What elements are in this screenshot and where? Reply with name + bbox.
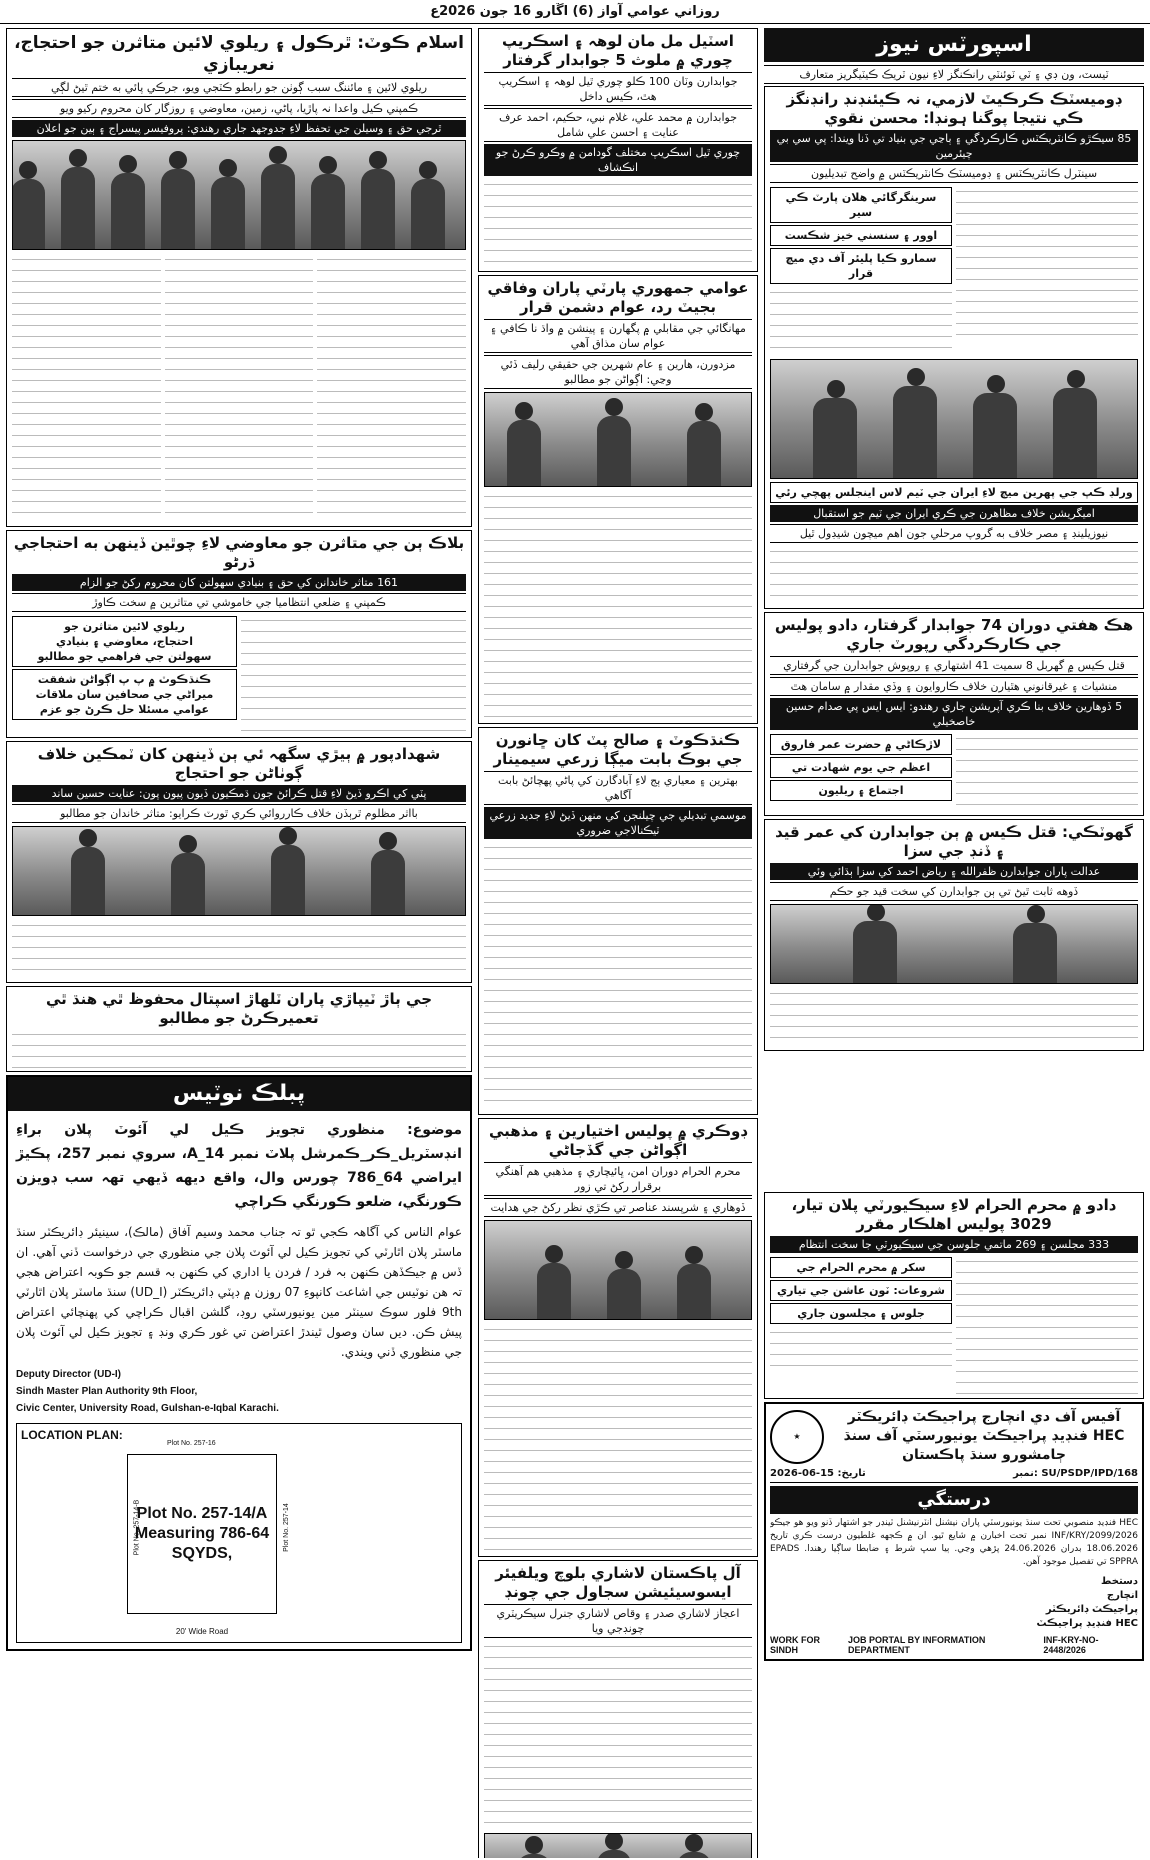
balak-subhead: 161 متاثر خاندانن کي حق ۽ بنيادي سهولتن کان محروم رکڻ جو الزام (12, 574, 466, 591)
sports-headline: ڊوميسٽڪ ڪرڪيٽ لازمي، نہ ڪيئنڊنڊ رانڊنگز ڪي نتيجا پوگنا ہونڊا: محسن نقوي (786, 90, 1122, 127)
correction-banner: درستگي (770, 1486, 1138, 1514)
steel-subhead: جوابدارن وٽان 100 ڪلو چوري ٿيل لوهہ ۽ اسڪريپ هٿ، ڪيس داخل (484, 72, 752, 106)
right-column (6, 28, 472, 1858)
location-plan (16, 1423, 462, 1643)
job-portal: JOB PORTAL BY INFORMATION DEPARTMENT (847, 1635, 986, 1655)
awami-story (478, 275, 758, 724)
ghotki-headline: گهوٽڪي: قتل ڪيس ۾ ٻن جوابدارن کي عمر قيد ۽ ڏنڊ جي سزا (775, 823, 1133, 860)
protest-photo (12, 140, 466, 250)
ad-footer (770, 1635, 1138, 1655)
dadu-story (764, 1192, 1144, 1399)
lashari-subhead: اعجاز لاشاري صدر ۽ وقاص لاشاري جنرل سيڪريٽري چونڊجي ويا (484, 1604, 752, 1638)
plot-main: Plot No. 257-14/A Measuring 786-64 SQYDS, (127, 1454, 277, 1614)
location-plan-label: LOCATION PLAN: (21, 1428, 123, 1442)
kondkot-ppp-box: ڪنڌڪوٽ ۾ پ پ اڳواڻن شفقت ميراڻي جي صحافين سان ملاقات عوامي مسئلا حل ڪرڻ جو عزم (12, 669, 237, 720)
police-subhead: قتل ڪيس ۾ گهربل 8 سميت 41 اشتهاري ۽ روپوش جوابدارن جي گرفتاري (770, 656, 1138, 675)
awami-photo (484, 392, 752, 487)
ad-reference: SU/PSDP/IPD/168 :نمبر (1013, 1468, 1138, 1479)
islamkot-headline: اسلام ڪوٽ: ٿرڪول ۽ ريلوي لائين متاثرن جو احتجاج، نعريبازي (14, 33, 464, 75)
hec-advertisement (764, 1402, 1144, 1661)
university-seal-icon: ★ (770, 1410, 824, 1464)
side-headline-2: اوور ۽ سنسني خيز شڪست (770, 225, 952, 246)
islamkot-subhead-3: ٿرجي حق ۽ وسيلن جي تحفظ لاءِ جدوجهد جاري رهندي: پروفيسر پيسراج ۽ ٻين جو اعلان (12, 120, 466, 137)
side-headline-3: سمارو ڪيا پليئر آف دي ميچ قرار (770, 248, 952, 284)
kondkot-subhead: بهترين ۽ معياري ٻج لاءِ آبادگارن کي پاڻي پهچائڻ بابت آگاهي (484, 771, 752, 805)
steel-story (478, 28, 758, 272)
sports-subhead-2: سينٽرل ڪانٽريڪٽس ۽ ڊوميسٽڪ ڪانٽريڪٽس ۾ واضح تبديليون (770, 164, 1138, 183)
awami-subhead-2: مزدورن، هارين ۽ عام شهرين جي حقيقي رليف ڏئي وڃي: اڳواڻن جو مطالبو (484, 355, 752, 389)
shahdadpur-headline: شهدادپور ۾ ٻيڙي سگهہ ئي ٻن ڏينهن کان ٽمڪين خلاف ڳوٺاڻن جو احتجاج (37, 745, 441, 782)
notice-banner: پبلڪ نوٽيس (8, 1077, 470, 1111)
notice-subject: موضوع: منظوري تجويز ڪيل لي آئوٽ پلان براءِ انڊسٽريل_ڪر_ڪمرشل پلاٽ نمبر A_14، سروي نمبر 257، پڪيڙ ايراضي 64_786 چورس وال، واقع ديهه ڏيهي تهہ سب ڊويزن ڪورنگي، ضلعو ڪورنگي ڪراچي (16, 1122, 462, 1210)
mini-headline-2: اعظم جي يوم شهادت تي (770, 757, 952, 778)
inf-number: INF-KRY-NO-2448/2026 (1043, 1635, 1099, 1655)
notice-address-1: Sindh Master Plan Authority 9th Floor, (16, 1386, 198, 1397)
public-notice (6, 1075, 472, 1651)
notice-body: عوام الناس کي آگاهہ ڪجي ٿو تہ جناب محمد وسيم آفاق (مالڪ)، سينيئر ڊائريڪٽر سنڌ ماسٽر پلان اٿارٽي کي تجويز ڪيل لي آئوٽ پلان جي منظوري جي درخواست ڏني آهي. ان ڏس ۾ جيڪڏهن ڪنهن بہ فرد / فردن يا اداري کي ڪنهن بہ قسم جو ڪوبہ اعتراض هجي تہ هن نوٽيس جي اشاعت کانپوءِ 07 روزن ۾ ڊپٽي ڊائريڪٽر (UD_I) سنڌ ماسٽر پلان اٿارٽي 9th فلور سوڪ سينٽر مين يونيورسٽي روڊ، گلشن اقبال ڪراچي کي پهنچائي اعتراض پيش ڪن. ديں سان وصول ٿيندڙ اعتراضن تي غور ڪري ونڊ ۽ تجويز ڪيل لي آئوٽ پلان جي منظوري ڏني ويندي. (16, 1225, 463, 1359)
shahdadpur-subhead: پٽي کي اڪرو ڏيڻ لاءِ قتل ڪرائڻ جون ڌمڪيون ڏيون پيون پون: عنايت حسين ساند (12, 785, 466, 802)
sports-main-story (764, 86, 1144, 609)
masthead: روزاني عوامي آواز (6) اڱارو 16 جون 2026ع (0, 0, 1150, 24)
islamkot-subhead: ريلوي لائين ۽ مائننگ سبب ڳوٺن جو رابطو ڪٽجي ويو، جرڪي پائي به ختم ٿيڻ لڳي (12, 78, 466, 97)
ad-title-2: HEC فنڊيڊ پراجيڪٽ يونيورسٽي آف سنڌ (843, 1428, 1125, 1444)
side-headline-1: سرينگرگائي هلان پارٽ ڪي سير (770, 187, 952, 223)
lashari-story (478, 1560, 758, 1858)
dokri-story (478, 1118, 758, 1557)
dokri-headline: ڊوڪري ۾ پوليس اختيارين ۽ مذهبي اڳواڻن جي گڏجاڻي (488, 1122, 748, 1159)
dadu-side-3: جلوس ۽ مجلسون جاري (770, 1303, 952, 1324)
plot-right-label: Plot No. 257-14 (282, 1503, 290, 1552)
islamkot-body (12, 253, 466, 523)
ad-title-1: آفيس آف دي انچارج پراجيڪٽ ڊائريڪٽر (847, 1409, 1121, 1425)
ghotki-story (764, 819, 1144, 1051)
ghotki-subhead: عدالت پاران جوابدارن ظفرالله ۽ رياض احمد کي سزا ٻڌائي وئي (770, 863, 1138, 880)
dadu-subhead: 333 مجلسن ۽ 269 ماتمي جلوسن جي سيڪيورٽي جا سخت انتظام (770, 1236, 1138, 1253)
correction-text: HEC فنڊيڊ منصوبي تحت سنڌ يونيورسٽي پاران نيشنل انٽرنيشنل ٽينڊر جو اشتهار ڏنو ويو هو جيڪو INF/KRY/2099/2026 نمبر تحت اخبارن ۾ شايع ٿيو. ان ۾ ڪجهه غلطيون درست ڪري تاريخ 18.06.2026 بدران 24.06.2026 پڙهي وڃي. ٻيا سڀ شرط ۽ ضابطا ساڳيا رهندا. EPADS SPPRA تي تفصيل موجود آهن. (770, 1518, 1138, 1567)
hospital-headline: جي ٻاڙ ٽيپاڙي پاران ٽلهاڙ اسپتال محفوظ ٿي هنڌ ٿي تعميرڪرڻ جو مطالبو (45, 990, 432, 1027)
lashari-headline: آل پاڪستان لاشاري بلوچ ويلفيئر ايسوسيئيشن سجاول جي چونڊ (495, 1564, 741, 1601)
bottom-left-block (764, 1192, 1144, 1858)
worldcup-subhead: اميگريشن خلاف مظاهرن جي ڪري ايران جي ٽيم جو استقبال (770, 505, 1138, 522)
dokri-photo (484, 1220, 752, 1320)
kondkot-subhead-2: موسمي تبديلي جي چيلنجن کي منهن ڏيڻ لاءِ جديد زرعي ٽيڪنالاجي ضروري (484, 807, 752, 839)
police-headline: هڪ هفتي دوران 74 جوابدار گرفتار، دادو پوليس جي ڪارڪردگي رپورٽ جاري (774, 616, 1134, 653)
notice-address-2: Civic Center, University Road, Gulshan-e-Iqbal Karachi. (16, 1403, 279, 1414)
hospital-story (6, 986, 472, 1072)
ghotki-subhead-2: ڏوهه ثابت ٿيڻ تي ٻن جوابدارن کي سخت قيد جو حڪم (770, 882, 1138, 901)
lashari-photo (484, 1833, 752, 1858)
dokri-subhead: محرم الحرام دوران امن، ڀائيچاري ۽ مذهبي هم آهنگي برقرار رکڻ تي زور (484, 1162, 752, 1196)
awami-headline: عوامي جمهوري پارٽي پاران وفاقي بجيٽ رد، عوام دشمن قرار (487, 279, 749, 316)
railway-box: ريلوي لائين متاثرن جو احتجاج، معاوضي ۽ بنيادي سهولتن جي فراهمي جو مطالبو (12, 616, 237, 667)
islamkot-story (6, 28, 472, 527)
steel-headline: اسٽيل مل مان لوهہ ۽ اسڪريپ چوري ۾ ملوث 5 جوابدار گرفتار (502, 32, 734, 69)
plot-left-label: Plot No. 257-14-B (133, 1499, 141, 1556)
kondkot-headline: ڪنڌڪوٽ ۽ صالح پٽ کان ڇانورن جي بوڪ بابت ميڳا زرعي سيمينار (493, 731, 743, 768)
ad-date: تاريخ: 15-06-2026 (770, 1468, 866, 1479)
steel-subhead-2: جوابدارن ۾ محمد علي، غلام نبي، حڪيم، احمد عرف عنايت ۽ احسن علي شامل (484, 108, 752, 142)
kondkot-story (478, 727, 758, 1115)
left-column (764, 28, 1144, 1188)
work-for-sindh: WORK FOR SINDH (770, 1635, 820, 1655)
ghotki-photo (770, 904, 1138, 984)
balak-subhead-2: ڪمپني ۽ ضلعي انتظاميا جي خاموشي تي متاثرين ۾ سخت ڪاوڙ (12, 593, 466, 612)
steel-subhead-3: چوري ٿيل اسڪريپ مختلف گودامن ۾ وڪرو ڪرڻ جو انڪشاف (484, 144, 752, 176)
sports-banner: اسپورٽس نيوز (764, 28, 1144, 62)
shahdadpur-subhead-2: بااثر مظلوم ٿرٻڏن خلاف ڪارروائي ڪري ٿورٽ ڪرايو: متاثر خاندان جو مطالبو (12, 804, 466, 823)
dadu-side-1: سکر ۾ محرم الحرام جي (770, 1257, 952, 1278)
awami-subhead: مهانگائي جي مقابلي ۾ پگهارن ۽ پينشن ۾ واڌ نا ڪافي ۽ عوام سان مذاق آهي (484, 319, 752, 353)
balak-story (6, 530, 472, 738)
dokri-subhead-2: ڏوهاري ۽ شرپسند عناصر تي ڪڙي نظر رکڻ جي هدايت (484, 1198, 752, 1217)
cricket-photo (770, 359, 1138, 479)
dadu-headline: دادو ۾ محرم الحرام لاءِ سيڪيورٽي پلان تيار، 3029 پوليس اهلڪار مقرر (791, 1196, 1117, 1233)
ad-signature: دستخط انچارج پراجيڪٽ ڊائريڪٽر HEC فنڊيڊ پراجيڪٽ (1036, 1576, 1138, 1629)
shahdadpur-story (6, 741, 472, 983)
sports-tagline: ٽيسٽ، ون ڊي ۽ ٽي ٽوئنٽي رانڪنگز لاءِ نيون ٽريڪ ڪيٽيگريز متعارف (764, 65, 1144, 84)
road-label: 20' Wide Road (175, 1627, 229, 1636)
police-story (764, 612, 1144, 816)
sports-subhead: 85 سيڪڙو ڪانٽريڪٽس ڪارڪردگي ۽ ٻاڃي جي بنياد تي ڏنا ويندا: پي سي بي چيئرمين (770, 130, 1138, 162)
notice-addressee: Deputy Director (UD-I) (16, 1369, 122, 1380)
plot-top-label: Plot No. 257-16 (167, 1440, 216, 1447)
mini-headline-1: لاڙڪاڻي ۾ حضرت عمر فاروق (770, 734, 952, 755)
worldcup-subhead-2: نيوزيلينڊ ۽ مصر خلاف به گروپ مرحلي جون اهم ميچون شيڊول ٿيل (770, 524, 1138, 543)
islamkot-subhead-2: ڪمپني ڪيل واعدا نہ پاڙيا، پاڻي، زمين، معاوضي ۽ روزگار کان محروم رکيو ويو (12, 99, 466, 118)
police-subhead-3: 5 ڏوهارين خلاف بنا ڪري آپريشن جاري رهندو: ايس ايس پي صدام حسين خاصخيلي (770, 698, 1138, 730)
police-subhead-2: منشيات ۽ غيرقانوني هٿيارن خلاف ڪاروايون ۽ وڏي مقدار ۾ سامان هٿ (770, 677, 1138, 696)
ad-title-3: ڄامشورو سنڌ پاڪستان (902, 1447, 1066, 1463)
mini-headline-3: اجتماع ۽ ريليون (770, 780, 952, 801)
balak-headline: بلاڪ ٻن جي متاثرن جو معاوضي لاءِ چوٿين ڏينهن به احتجاجي ڌرڻو (13, 534, 465, 571)
shahdadpur-photo (12, 826, 466, 916)
dadu-side-2: شروعات: ٽون عاشن جي تياري (770, 1280, 952, 1301)
worldcup-caption: ورلڊ ڪپ جي پهرين ميچ لاءِ ايران جي ٽيم لاس اينجلس پهچي رئي (770, 482, 1138, 503)
middle-column (478, 28, 758, 1858)
